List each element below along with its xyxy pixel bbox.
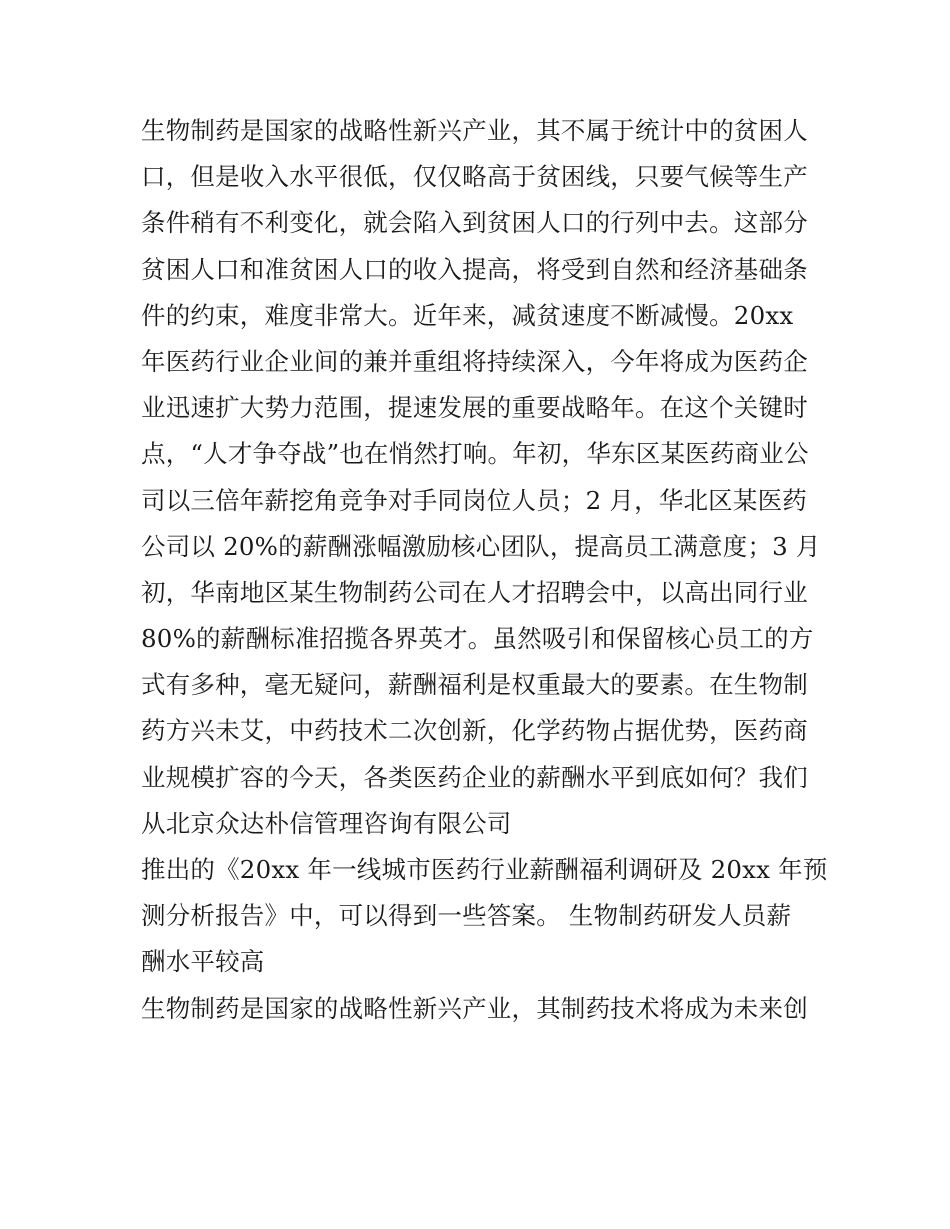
text-line: 药方兴未艾，中药技术二次创新，化学药物占据优势，医药商 [141, 716, 808, 746]
text-line: 推出的《20xx 年一线城市医药行业薪酬福利调研及 20xx 年预 [141, 855, 828, 884]
text-line: 年医药行业企业间的兼并重组将持续深入，今年将成为医药企 [141, 346, 808, 376]
text-line: 件的约束，难度非常大。近年来，减贫速度不断减慢。20xx [141, 300, 794, 330]
text-line: 业规模扩容的今天，各类医药企业的薪酬水平到底如何？我们 [141, 762, 808, 792]
text-line: 司以三倍年薪挖角竞争对手同岗位人员；2 月，华北区某医药 [141, 485, 807, 515]
text-line: 业迅速扩大势力范围，提速发展的重要战略年。在这个关键时 [141, 393, 808, 423]
text-line: 公司以 20%的薪酬涨幅激励核心团队，提高员工满意度；3 月 [141, 531, 821, 561]
text-line: 酬水平较高 [141, 947, 265, 977]
text-line: 式有多种，毫无疑问，薪酬福利是权重最大的要素。在生物制 [141, 670, 808, 700]
text-line: 贫困人口和准贫困人口的收入提高，将受到自然和经济基础条 [141, 254, 808, 284]
text-line: 80%的薪酬标准招揽各界英才。虽然吸引和保留核心员工的方 [141, 624, 814, 654]
text-line: 点，“人才争夺战”也在悄然打响。年初，华东区某医药商业公 [141, 439, 809, 469]
text-line: 生物制药是国家的战略性新兴产业，其制药技术将成为未来创 [141, 993, 808, 1023]
text-line: 生物制药是国家的战略性新兴产业，其不属于统计中的贫困人 [141, 116, 808, 145]
text-line: 从北京众达朴信管理咨询有限公司 [141, 808, 512, 838]
document-body [141, 108, 828, 1032]
text-line: 口，但是收入水平很低，仅仅略高于贫困线，只要气候等生产 [141, 162, 808, 192]
text-line: 条件稍有不利变化，就会陷入到贫困人口的行列中去。这部分 [141, 208, 808, 238]
text-line: 测分析报告》中，可以得到一些答案。 生物制药研发人员薪 [141, 901, 792, 931]
text-line: 初，华南地区某生物制药公司在人才招聘会中，以高出同行业 [141, 577, 808, 607]
